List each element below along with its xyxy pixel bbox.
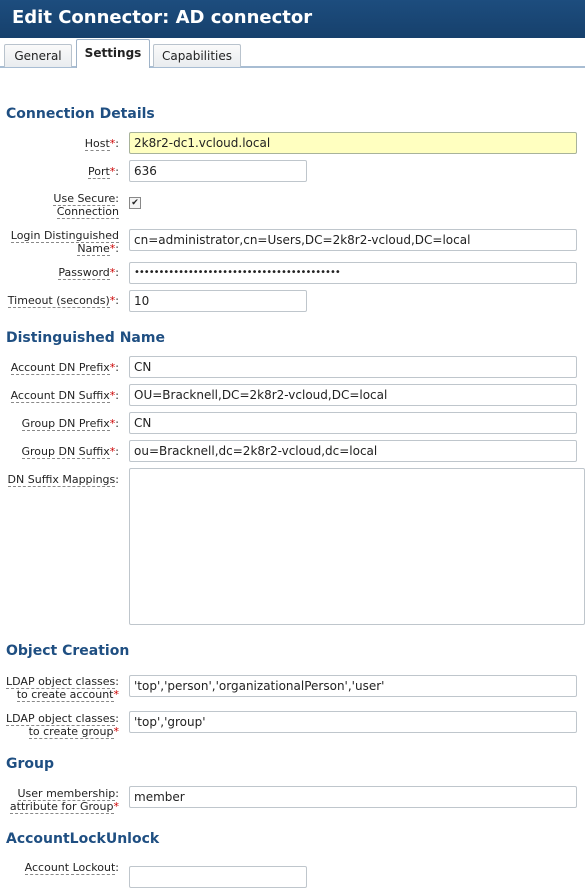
port-label: Port*: [87, 165, 119, 178]
account-lockout-label: Account Lockout: [24, 861, 119, 874]
secure-connection-checkbox[interactable]: ✔ [129, 197, 141, 209]
section-object-creation: Object Creation [6, 643, 130, 659]
tab-settings[interactable]: Settings [76, 39, 150, 68]
window-title-bar [0, 0, 585, 39]
dn-suffix-mappings-textarea[interactable] [129, 468, 585, 625]
password-input[interactable]: •••••••••••••••••••••••••••••••••••••••••• [129, 262, 577, 284]
section-distinguished-name: Distinguished Name [6, 330, 165, 346]
user-membership-label: User membership: attribute for Group* [9, 787, 119, 813]
host-input[interactable]: 2k8r2-dc1.vcloud.local [129, 132, 577, 154]
account-dn-suffix-input[interactable]: OU=Bracknell,DC=2k8r2-vcloud,DC=local [129, 384, 577, 406]
account-dn-prefix-label: Account DN Prefix*: [10, 361, 119, 374]
section-group: Group [6, 756, 55, 772]
timeout-label: Timeout (seconds)*: [7, 294, 119, 307]
port-input[interactable]: 636 [129, 160, 307, 182]
dn-suffix-mappings-label: DN Suffix Mappings: [7, 473, 119, 486]
tab-general[interactable]: General [4, 44, 72, 67]
password-label: Password*: [58, 266, 119, 279]
account-dn-prefix-input[interactable]: CN [129, 356, 577, 378]
host-label: Host*: [84, 137, 119, 150]
user-membership-input[interactable]: member [129, 786, 577, 808]
group-dn-prefix-label: Group DN Prefix*: [21, 417, 119, 430]
secure-connection-label: Use Secure: Connection [53, 192, 119, 218]
group-dn-suffix-input[interactable]: ou=Bracknell,dc=2k8r2-vcloud,dc=local [129, 440, 577, 462]
tab-bar [0, 38, 585, 68]
section-connection-details: Connection Details [6, 106, 155, 122]
login-dn-input[interactable]: cn=administrator,cn=Users,DC=2k8r2-vcloud,DC=local [129, 229, 577, 251]
tab-capabilities[interactable]: Capabilities [153, 44, 241, 67]
timeout-input[interactable]: 10 [129, 290, 307, 312]
login-dn-label: Login Distinguished Name*: [10, 229, 119, 255]
account-object-classes-input[interactable]: 'top','person','organizationalPerson','user' [129, 675, 577, 697]
window-title: Edit Connector: AD connector [12, 7, 313, 28]
account-dn-suffix-label: Account DN Suffix*: [10, 389, 119, 402]
section-account-lock-unlock: AccountLockUnlock [6, 831, 160, 847]
group-object-classes-label: LDAP object classes: to create group* [6, 712, 119, 738]
account-object-classes-label: LDAP object classes: to create account* [6, 675, 119, 701]
account-lockout-input[interactable] [129, 866, 307, 888]
group-object-classes-input[interactable]: 'top','group' [129, 711, 577, 733]
group-dn-prefix-input[interactable]: CN [129, 412, 577, 434]
group-dn-suffix-label: Group DN Suffix*: [21, 445, 119, 458]
